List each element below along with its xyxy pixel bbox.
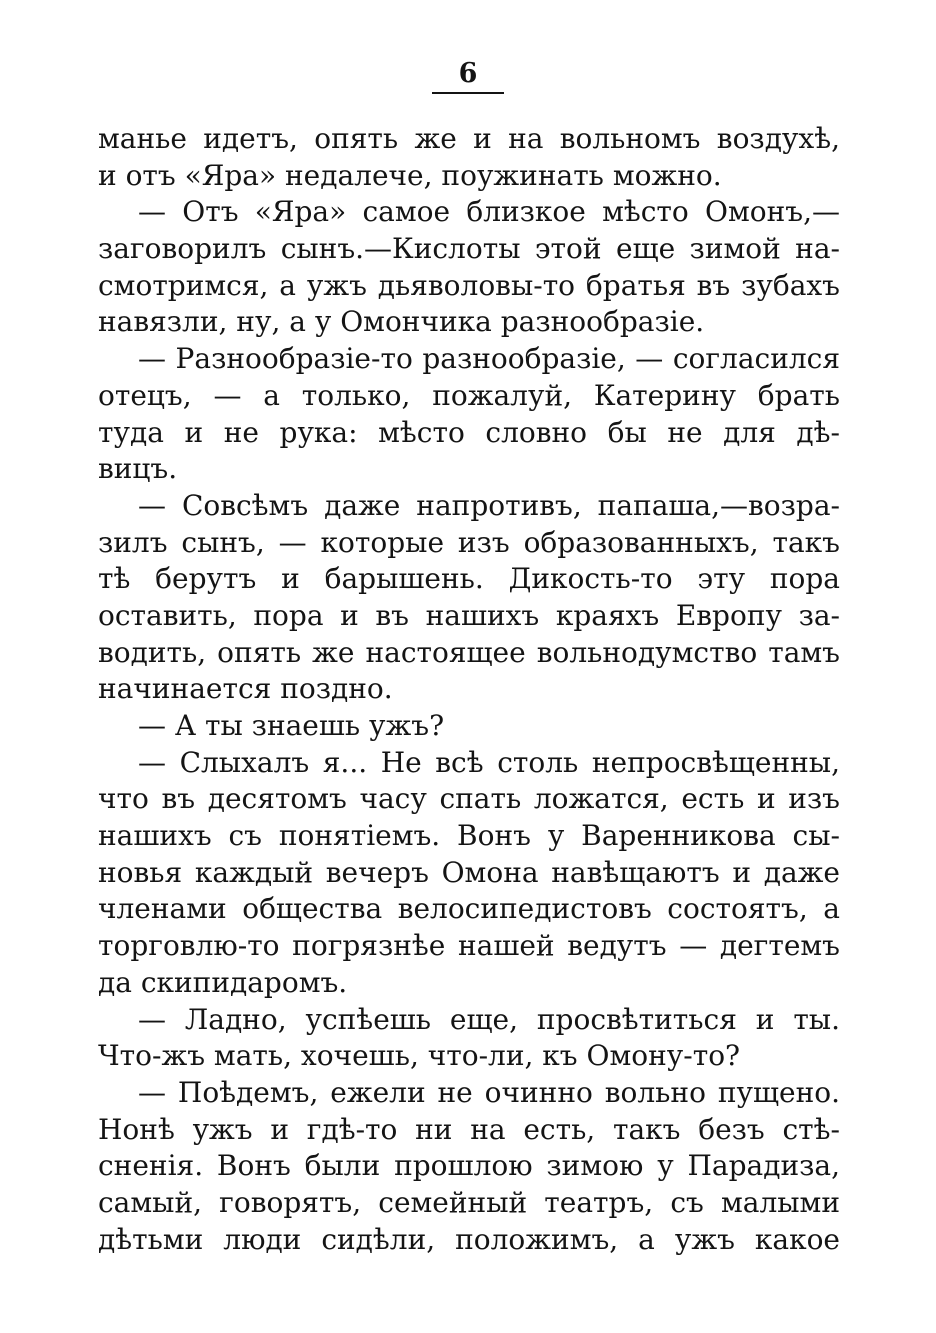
text-line: что въ десятомъ часу спать ложатся, есть и изъ xyxy=(98,782,840,816)
text-line: смотримся, а ужъ дьяволовы-то братья въ зубахъ xyxy=(98,268,840,302)
text-line: вицъ. xyxy=(98,452,178,486)
text-line: — Разнообразіе-то разнообразіе, — согласился xyxy=(138,342,840,376)
text-line: — Отъ «Яра» самое близкое мѣсто Омонъ,— xyxy=(138,195,840,229)
text-line: заговорилъ сынъ.—Кислоты этой еще зимой на- xyxy=(98,232,840,266)
text-line: — А ты знаешь ужъ? xyxy=(138,709,445,742)
text-line: начинается поздно. xyxy=(98,672,393,706)
page-text xyxy=(98,121,840,1258)
text-line: зилъ сынъ, — которые изъ образованныхъ, такъ xyxy=(98,525,840,559)
text-line: и отъ «Яра» недалече, поужинать можно. xyxy=(98,158,722,192)
text-line: — Ладно, успѣешь еще, просвѣтиться и ты. xyxy=(138,1002,840,1036)
text-line: отецъ, — а только, пожалуй, Катерину брать xyxy=(98,378,840,412)
text-line: новья каждый вечеръ Омона навѣщаютъ и даже xyxy=(98,855,840,889)
text-line: — Слыхалъ я... Не всѣ столь непросвѣщенны, xyxy=(138,745,840,779)
text-line: дѣтьми люди сидѣли, положимъ, а ужъ какое xyxy=(98,1222,840,1256)
text-line: самый, говорятъ, семейный театръ, съ малыми xyxy=(98,1185,840,1219)
text-line: — Совсѣмъ даже напротивъ, папаша,—возра- xyxy=(138,488,840,522)
text-line: нашихъ съ понятіемъ. Вонъ у Варенникова сы- xyxy=(98,819,840,853)
text-line: тѣ берутъ и барышень. Дикость-то эту пора xyxy=(98,562,840,596)
text-line: Что-жъ мать, хочешь, что-ли, къ Омону-то? xyxy=(98,1039,741,1073)
text-line: — Поѣдемъ, ежели не очинно вольно пущено. xyxy=(138,1075,840,1109)
text-line: торговлю-то погрязнѣе нашей ведутъ — дегтемъ xyxy=(98,929,840,963)
text-line: Нонѣ ужъ и гдѣ-то ни на есть, такъ безъ стѣ- xyxy=(98,1112,840,1146)
text-line: водить, опять же настоящее вольнодумство тамъ xyxy=(98,635,840,669)
text-line: оставить, пора и въ нашихъ краяхъ Европу за- xyxy=(98,598,840,632)
text-line: туда и не рука: мѣсто словно бы не для дѣ- xyxy=(98,415,840,449)
page-number: 6 xyxy=(458,58,478,89)
text-line: да скипидаромъ. xyxy=(98,965,348,999)
text-line: сненія. Вонъ были прошлою зимою у Парадиза, xyxy=(98,1149,840,1183)
text-line: навязли, ну, а у Омончика разнообразіе. xyxy=(98,305,705,339)
text-line: манье идетъ, опять же и на вольномъ воздухѣ, xyxy=(98,122,840,155)
page-number-rule xyxy=(432,92,504,94)
text-line: членами общества велосипедистовъ состоятъ, а xyxy=(98,892,840,926)
